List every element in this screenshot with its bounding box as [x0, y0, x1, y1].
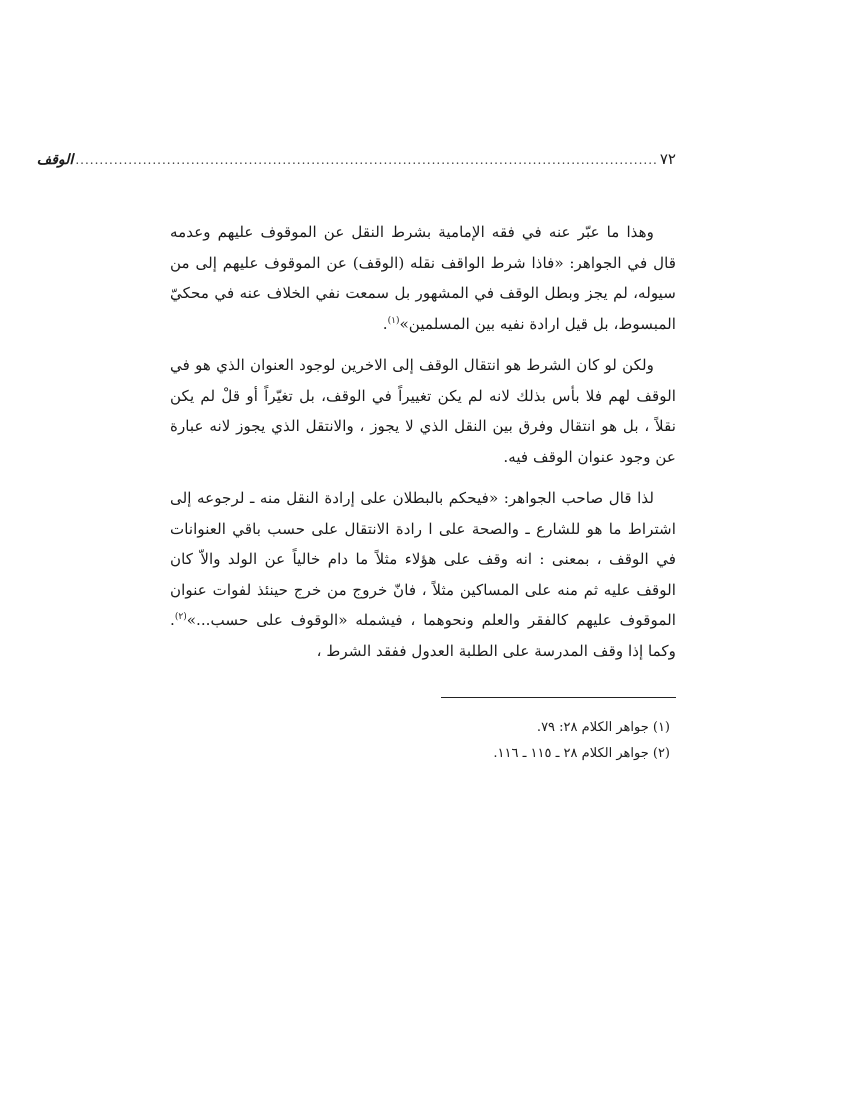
footnote-separator — [441, 697, 676, 698]
book-page — [36, 150, 676, 767]
footnotes — [170, 715, 676, 767]
running-title: الوقف — [36, 152, 74, 168]
footnote-ref-2: (٢) — [174, 611, 187, 622]
footnote-2: (٢) جواهر الكلام ٢٨ ـ ١١٥ ـ ١١٦. — [493, 746, 670, 761]
body-text — [170, 217, 676, 666]
paragraph-tail: . — [382, 314, 388, 333]
paragraph-tail: . وكما إذا وقف المدرسة على الطلبة العدول ففقد الشرط ، — [170, 611, 676, 660]
paragraph-1 — [170, 217, 676, 339]
paragraph-3 — [170, 483, 676, 666]
paragraph-text: وهذا ما عبّر عنه في فقه الإمامية بشرط النقل عن الموقوف عليهم وعدمه قال في الجواهر: «فاذا شرط الواقف نقله (الوقف) عن الموقوف عليهم إلى من سيوله، لم يجز وبطل الوقف في المشهور بل سمعت نفي الخلاف عنه في محكيّ المبسوط، بل قيل ارادة نفيه بين المسلمين» — [170, 223, 676, 333]
header-dot-leader: ......................................................................................................................... — [75, 153, 658, 167]
paragraph-text: لذا قال صاحب الجواهر: «فيحكم بالبطلان على إرادة النقل منه ـ لرجوعه إلى اشتراط ما هو للشارع ـ والصحة على ا رادة الانتقال على حسب باقي العنوانات في الوقف ، بمعنى : انه وقف على هؤلاء مثلاً ما دام خالياً عن الولد والاّ كان الوقف عليه ثم منه على المساكين مثلاً ، فانّ خروج من خرج حينئذ لفوات عنوان الموقوف عليهم كالفقر والعلم ونحوهما ، فيشمله «الوقوف على حسب...» — [170, 489, 676, 629]
running-header — [36, 150, 676, 180]
footnote-ref-1: (١) — [387, 315, 400, 326]
paragraph-text: ولكن لو كان الشرط هو انتقال الوقف إلى الاخرين لوجود العنوان الذي هو في الوقف لهم فلا بأس بذلك لانه لم يكن تغييراً في الوقف، بل تغيّراً أو قلْ لم يكن نقلاً ، بل هو انتقال وفرق بين النقل الذي لا يجوز ، والانتقل الذي يجوز لانه عبارة عن وجود عنوان الوقف فيه. — [170, 356, 676, 466]
paragraph-2 — [170, 350, 676, 472]
page-number: ٧٢ — [659, 150, 676, 168]
footnote-1: (١) جواهر الكلام ٢٨: ٧٩. — [536, 720, 670, 735]
